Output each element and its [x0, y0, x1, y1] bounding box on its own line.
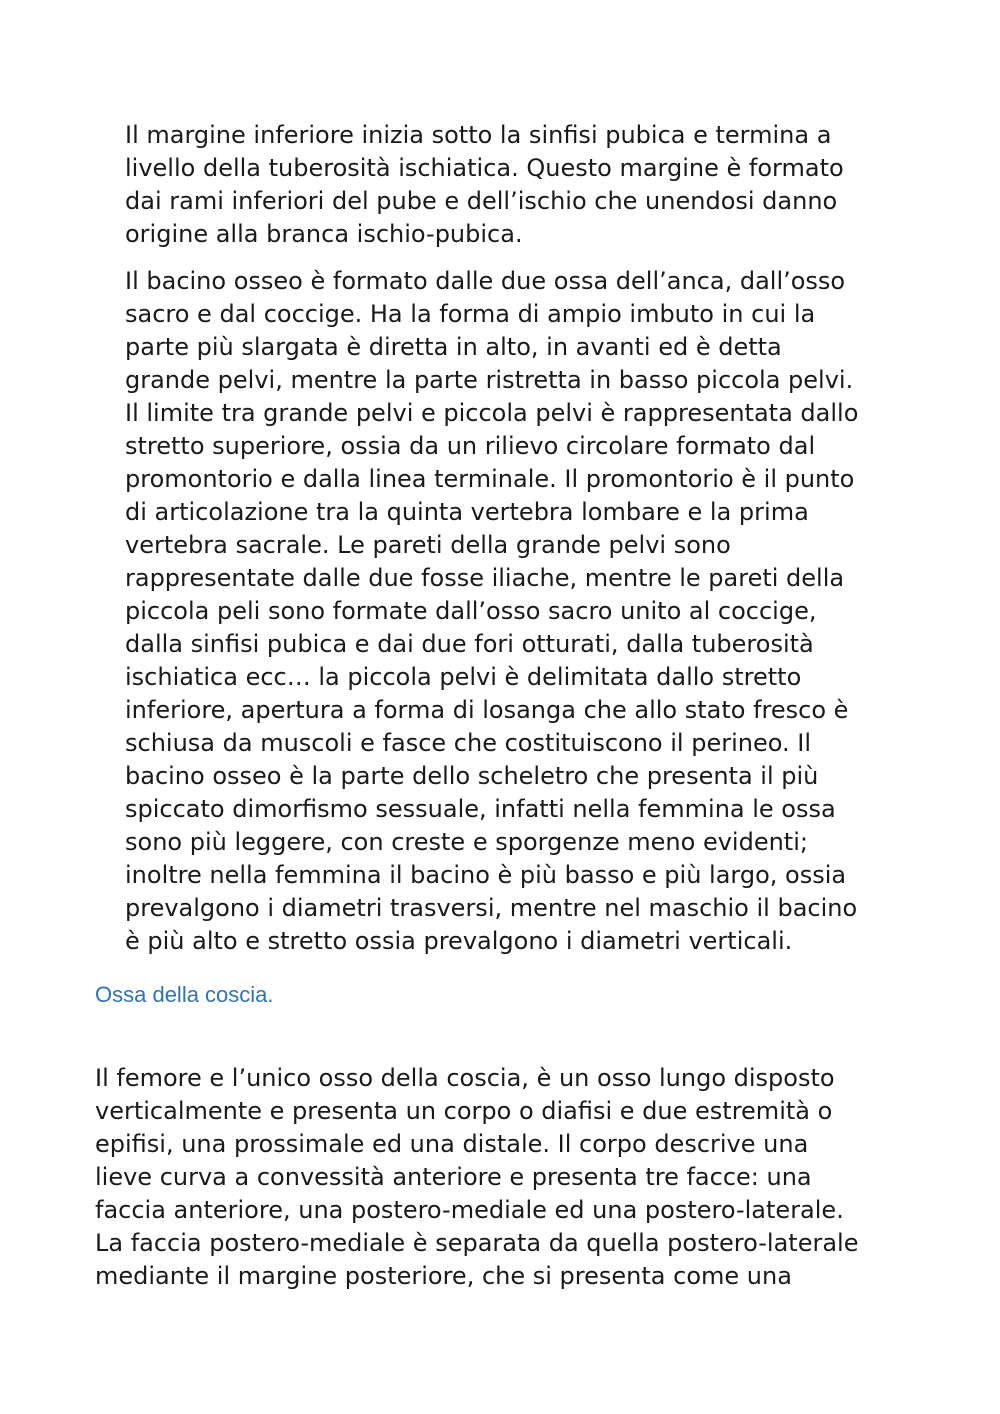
paragraph-femore: Il femore e l’unico osso della coscia, è un osso lungo disposto verticalmente e presenta un corpo o diafisi e due estremità o epifisi, una prossimale ed una distale. Il corpo descrive una lieve curva a convessità anteriore e presenta tre facce: una faccia anteriore, una postero-mediale ed una postero-laterale. La faccia postero-mediale è separata da quella postero-laterale mediante il margine posteriore, che si presenta come una: [95, 1064, 859, 1290]
paragraph-margine-inferiore: Il margine inferiore inizia sotto la sinfisi pubica e termina a livello della tuberosità ischiatica. Questo margine è formato dai rami inferiori del pube e dell’ischio che unendosi danno origine alla branca ischio-pubica.: [125, 121, 844, 248]
paragraph-bacino-osseo: Il bacino osseo è formato dalle due ossa dell’anca, dall’osso sacro e dal coccige. Ha la forma di ampio imbuto in cui la parte più slargata è diretta in alto, in avanti ed è detta grande pelvi, mentre la parte ristretta in basso piccola pelvi. Il limite tra grande pelvi e piccola pelvi è rappresentata dallo stretto superiore, ossia da un rilievo circolare formato dal promontorio e dalla linea terminale. Il promontorio è il punto di articolazione tra la quinta vertebra lombare e la prima vertebra sacrale. Le pareti della grande pelvi sono rappresentate dalle due fosse iliache, mentre le pareti della piccola peli sono formate dall’osso sacro unito al coccige, dalla sinfisi pubica e dai due fori otturati, dalla tuberosità ischiatica ecc… la piccola pelvi è delimitata dallo stretto inferiore, apertura a forma di losanga che allo stato fresco è schiusa da muscoli e fasce che costituiscono il perineo. Il bacino osseo è la parte dello scheletro che presenta il più spiccato dimorfismo sessuale, infatti nella femmina le ossa sono più leggere, con creste e sporgenze meno evidenti; inoltre nella femmina il bacino è più basso e più largo, ossia prevalgono i diametri trasversi, mentre nel maschio il bacino è più alto e stretto ossia prevalgono i diametri verticali.: [125, 267, 859, 955]
section-heading: Ossa della coscia.: [95, 982, 274, 1007]
